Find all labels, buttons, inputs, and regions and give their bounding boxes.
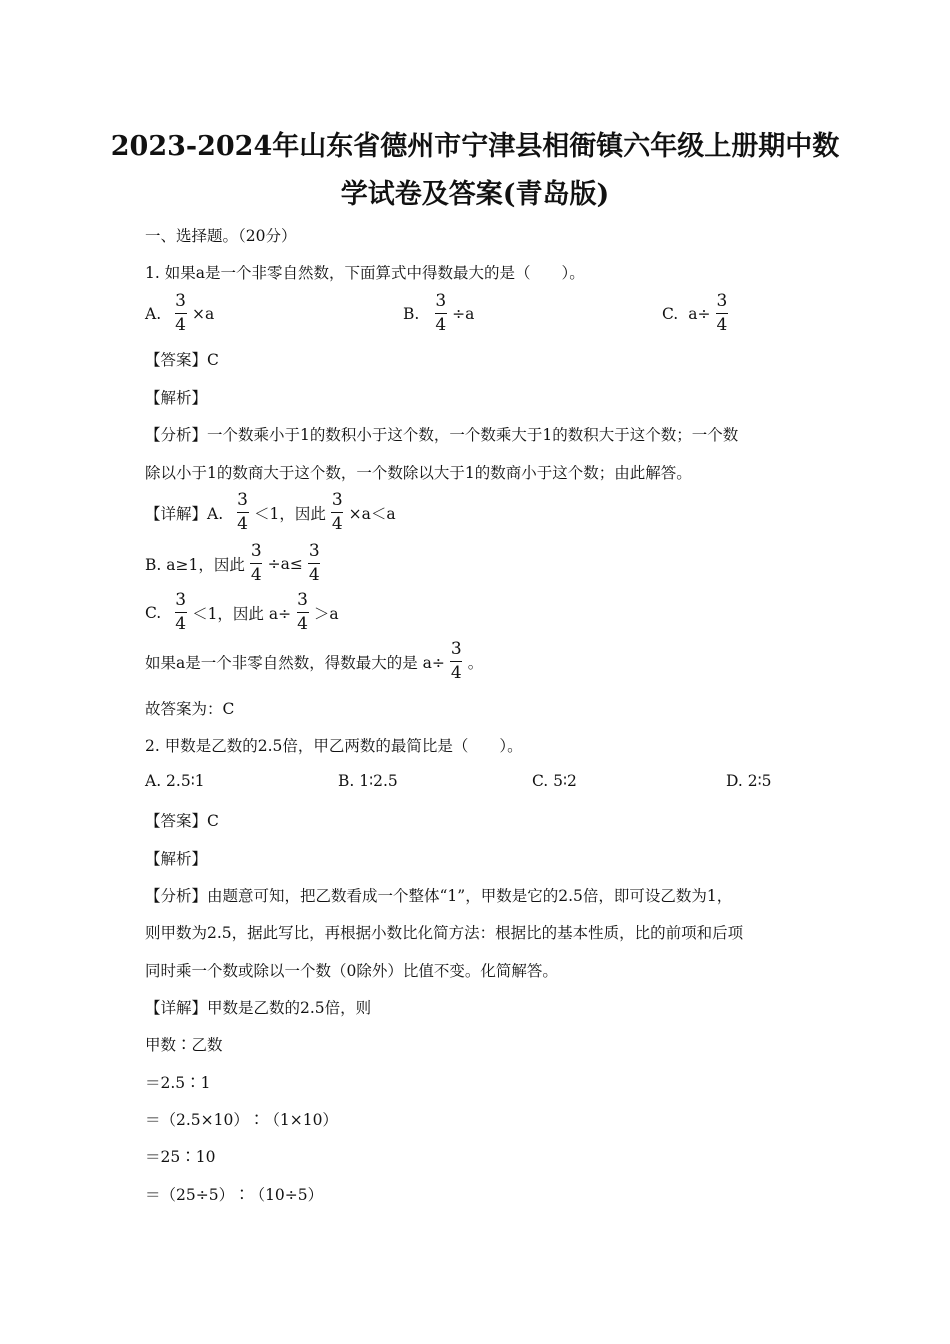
q1-option-a [145, 293, 214, 334]
fraction-denominator: 4 [237, 514, 248, 535]
text: 如果a是一个非零自然数，得数最大的是 a÷ [145, 653, 445, 672]
text: 。 [467, 653, 484, 672]
fraction [295, 592, 310, 633]
q1-xiangjie-a [145, 492, 396, 533]
q1-fenxi-line-1: 【分析】一个数乘小于1的数积小于这个数，一个数乘大于1的数积大于这个数；一个数 [145, 426, 739, 444]
q2-answer: 【答案】C [145, 812, 219, 830]
fraction [714, 293, 729, 334]
q2-option-d: D. 2∶5 [726, 772, 772, 790]
q1-xiangjie-b [145, 543, 326, 584]
q2-stem: 2. 甲数是乙数的2.5倍，甲乙两数的最简比是（ ）。 [145, 737, 523, 755]
option-label: A. [145, 304, 162, 323]
fraction-numerator: 3 [435, 291, 447, 311]
q1-fenxi-line-2: 除以小于1的数商大于这个数，一个数除以大于1的数商小于这个数；由此解答。 [145, 464, 692, 482]
q1-option-c [662, 293, 733, 334]
q1-analysis-heading: 【解析】 [145, 389, 208, 407]
fraction [330, 492, 345, 533]
q2-step: ＝2.5∶1 [145, 1074, 211, 1092]
fraction-numerator: 3 [250, 541, 262, 561]
q1-conclusion [145, 641, 483, 682]
option-text: ×a [191, 304, 215, 323]
text: C. [145, 603, 162, 622]
fraction-numerator: 3 [175, 291, 186, 311]
fraction [173, 592, 188, 633]
text: ＜1，因此 a÷ [192, 604, 292, 623]
fraction-numerator: 3 [237, 490, 248, 510]
text: 【详解】A. [145, 504, 224, 523]
q2-fenxi-line-2: 则甲数为2.5，据此写比，再根据小数比化简方法：根据比的基本性质，比的前项和后项 [145, 924, 744, 942]
q1-stem: 1. 如果a是一个非零自然数，下面算式中得数最大的是（ ）。 [145, 264, 585, 282]
q2-step: 甲数∶乙数 [145, 1036, 223, 1054]
option-text: a÷ [688, 304, 711, 323]
fraction-denominator: 4 [297, 614, 308, 635]
fraction [307, 543, 322, 584]
fraction [249, 543, 264, 584]
fraction-numerator: 3 [331, 490, 343, 510]
fraction-denominator: 4 [331, 514, 343, 535]
fraction-numerator: 3 [297, 590, 308, 610]
fraction [235, 492, 250, 533]
fraction [433, 293, 448, 334]
q1-answer: 【答案】C [145, 351, 219, 369]
document-title-line-2: 学试卷及答案(青岛版) [340, 179, 610, 210]
fraction-denominator: 4 [435, 315, 447, 336]
q2-step: ＝（2.5×10）∶（1×10） [145, 1111, 338, 1129]
fraction-denominator: 4 [175, 614, 187, 635]
text: ＞a [313, 604, 339, 623]
fraction-denominator: 4 [450, 663, 462, 684]
q2-option-c: C. 5∶2 [532, 772, 577, 790]
fraction-denominator: 4 [716, 315, 728, 336]
fraction-numerator: 3 [716, 291, 728, 311]
option-label: C. [662, 304, 679, 323]
q1-xiangjie-c [145, 592, 339, 633]
fraction-denominator: 4 [308, 565, 320, 586]
q2-xiangjie: 【详解】甲数是乙数的2.5倍，则 [145, 999, 372, 1017]
q2-step: ＝25∶10 [145, 1148, 216, 1166]
section-heading: 一、选择题。（20分） [145, 227, 297, 245]
option-label: B. [403, 304, 420, 323]
text: ÷a≤ [267, 554, 303, 573]
q2-option-a: A. 2.5∶1 [145, 772, 205, 790]
fraction-denominator: 4 [175, 315, 186, 336]
fraction-denominator: 4 [250, 565, 262, 586]
q1-final-answer: 故答案为：C [145, 700, 235, 718]
fraction [449, 641, 464, 682]
fraction-numerator: 3 [175, 590, 187, 610]
q2-option-b: B. 1∶2.5 [338, 772, 398, 790]
text: B. a≥1，因此 [145, 555, 245, 574]
q2-fenxi-line-1: 【分析】由题意可知，把乙数看成一个整体“1”，甲数是它的2.5倍，即可设乙数为1， [145, 887, 733, 905]
fraction [173, 293, 188, 334]
q2-step: ＝（25÷5）∶（10÷5） [145, 1186, 324, 1204]
document-title-line-1: 2023-2024年山东省德州市宁津县相衙镇六年级上册期中数 [110, 131, 840, 162]
fraction-numerator: 3 [450, 639, 462, 659]
q2-analysis-heading: 【解析】 [145, 850, 208, 868]
q1-option-b [403, 293, 474, 334]
option-text: ÷a [452, 304, 475, 323]
text: ×a＜a [348, 504, 396, 523]
fraction-numerator: 3 [308, 541, 320, 561]
text: ＜1，因此 [253, 504, 326, 523]
q2-fenxi-line-3: 同时乘一个数或除以一个数（0除外）比值不变。化简解答。 [145, 962, 558, 980]
